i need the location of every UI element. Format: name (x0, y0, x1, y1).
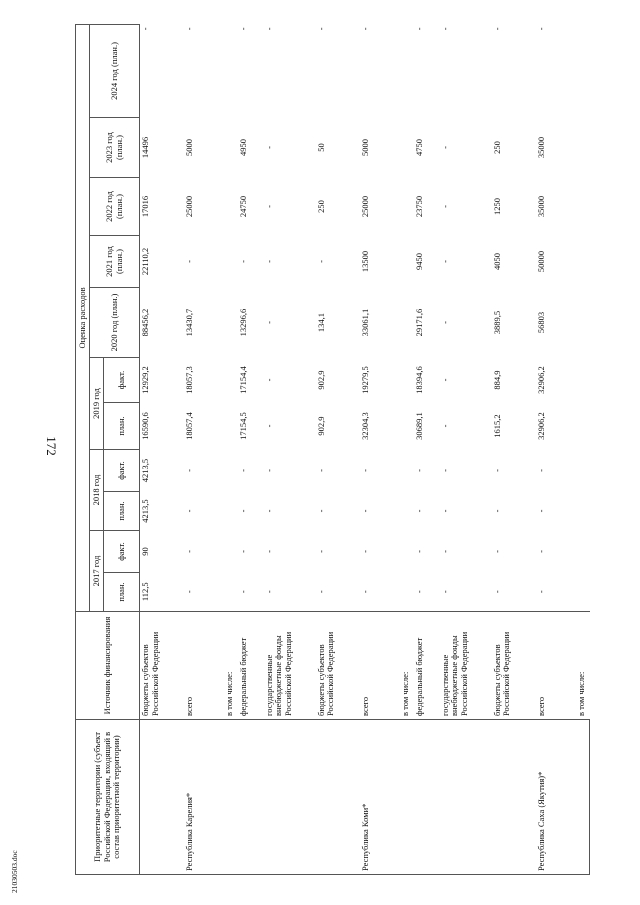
rotated-table-container (75, 25, 640, 875)
value-cell: - (263, 146, 274, 149)
value-cell (400, 531, 414, 573)
page-number: 172 (44, 436, 59, 456)
value-cell: - (439, 550, 450, 553)
value-cell: - (439, 509, 450, 513)
table-row (414, 24, 440, 874)
header-2020: 2020 год (план.) (90, 288, 140, 358)
table-row (264, 24, 316, 874)
value-cell: - (439, 378, 450, 382)
table-row (184, 24, 224, 874)
value-cell: - (315, 509, 326, 513)
value-cell: 32304,3 (359, 412, 370, 440)
header-territory: Приоритетные территории (субъект Российской Федерации, входящий в состав приоритетной территории) (76, 720, 140, 875)
value-cell: 250 (491, 141, 502, 154)
header-2019-plan: план. (104, 403, 140, 450)
territory-cell (316, 720, 360, 875)
value-cell: - (263, 550, 274, 553)
value-cell: - (413, 469, 424, 472)
value-cell (224, 403, 238, 450)
value-cell: 25000 (359, 195, 370, 218)
value-cell (224, 492, 238, 531)
value-cell: 16590,6 (140, 412, 150, 440)
territory-cell: Республика Карелия* (184, 720, 224, 875)
header-2024: 2024 год (план.) (90, 24, 140, 117)
territory-cell: Республика Коми* (360, 720, 400, 875)
value-cell: 9450 (413, 253, 424, 270)
value-cell: - (315, 27, 326, 31)
source-cell: в том числе: (576, 612, 590, 720)
value-cell: - (439, 146, 450, 149)
value-cell (224, 531, 238, 573)
value-cell: - (439, 424, 450, 428)
value-cell: 50000 (535, 250, 546, 273)
value-cell: - (315, 550, 326, 553)
value-cell (576, 178, 590, 236)
value-cell: - (183, 27, 194, 31)
source-cell: государственные внебюджетные фонды Российской Федерации (440, 612, 492, 720)
value-cell: 17154,5 (237, 412, 248, 440)
value-cell: 13430,7 (183, 308, 194, 337)
value-cell (400, 403, 414, 450)
value-cell: - (359, 509, 370, 513)
value-cell: 17016 (140, 195, 150, 218)
header-2018: 2018 год (90, 450, 104, 531)
value-cell: 902,9 (315, 416, 326, 436)
value-cell: 884,9 (491, 370, 502, 390)
value-cell: 5000 (183, 139, 194, 156)
value-cell: - (263, 590, 274, 594)
source-cell: в том числе: (224, 612, 238, 720)
value-cell (224, 288, 238, 358)
value-cell (576, 288, 590, 358)
value-cell: - (183, 509, 194, 513)
source-cell: бюджеты субъектов Российской Федерации (492, 612, 536, 720)
table-row (316, 24, 360, 874)
value-cell: 250 (315, 200, 326, 213)
value-cell (576, 403, 590, 450)
territory-cell (492, 720, 536, 875)
value-cell (576, 358, 590, 403)
value-cell: - (359, 27, 370, 31)
value-cell: - (263, 424, 274, 428)
value-cell: - (237, 590, 248, 594)
value-cell: - (183, 550, 194, 553)
value-cell: 35000 (535, 195, 546, 218)
table-row (400, 24, 414, 874)
territory-cell (224, 720, 238, 875)
value-cell: 13296,6 (237, 308, 248, 337)
file-name: 21030503.doc (10, 850, 19, 893)
value-cell: 112,5 (140, 582, 150, 602)
table-row (224, 24, 238, 874)
value-cell: 33061,1 (359, 308, 370, 337)
header-2019: 2019 год (90, 358, 104, 450)
value-cell: - (535, 509, 546, 513)
value-cell (400, 492, 414, 531)
value-cell: 3889,5 (491, 310, 502, 335)
table-body (140, 24, 590, 874)
value-cell: - (491, 27, 502, 31)
value-cell: 32906,2 (535, 412, 546, 440)
value-cell: - (439, 260, 450, 263)
value-cell: 30689,1 (413, 412, 424, 440)
value-cell: - (315, 469, 326, 472)
value-cell (224, 450, 238, 492)
value-cell: - (237, 550, 248, 553)
value-cell: 90 (140, 547, 150, 556)
value-cell: - (263, 260, 274, 263)
value-cell: - (439, 590, 450, 594)
table-row (576, 24, 590, 874)
value-cell: 4213,5 (140, 458, 150, 483)
value-cell: - (413, 27, 424, 31)
header-2017: 2017 год (90, 531, 104, 612)
value-cell: - (413, 550, 424, 553)
value-cell: - (359, 550, 370, 553)
territory-cell (140, 720, 184, 875)
source-cell: бюджеты субъектов Российской Федерации (316, 612, 360, 720)
value-cell: 134,1 (315, 312, 326, 333)
value-cell: - (315, 590, 326, 594)
value-cell (576, 118, 590, 178)
value-cell: 29171,6 (413, 308, 424, 337)
header-2018-plan: план. (104, 492, 140, 531)
value-cell: - (413, 590, 424, 594)
value-cell: - (263, 205, 274, 208)
value-cell: - (439, 27, 450, 31)
table-row (440, 24, 492, 874)
header-2022: 2022 год (план.) (90, 178, 140, 236)
value-cell: 5000 (359, 139, 370, 156)
header-2017-fact: факт. (104, 531, 140, 573)
table-row (238, 24, 264, 874)
value-cell: 35000 (535, 136, 546, 159)
value-cell (224, 358, 238, 403)
source-cell: бюджеты субъектов Российской Федерации (140, 612, 184, 720)
value-cell: 1615,2 (491, 414, 502, 438)
value-cell: - (237, 509, 248, 513)
value-cell: - (237, 27, 248, 31)
value-cell: - (263, 321, 274, 324)
expenditure-table (75, 24, 590, 875)
header-2023: 2023 год (план.) (90, 118, 140, 178)
header-2017-plan: план. (104, 573, 140, 612)
value-cell: 17154,4 (237, 366, 248, 394)
value-cell: - (535, 27, 546, 31)
territory-cell (440, 720, 492, 875)
source-cell: федеральный бюджет (414, 612, 440, 720)
source-cell: федеральный бюджет (238, 612, 264, 720)
value-cell: - (491, 509, 502, 513)
source-cell: всего (184, 612, 224, 720)
value-cell (576, 236, 590, 288)
value-cell: 4950 (237, 139, 248, 156)
value-cell: 88456,2 (140, 308, 150, 337)
value-cell (576, 492, 590, 531)
value-cell: 18057,3 (183, 366, 194, 394)
value-cell: - (183, 260, 194, 263)
table-row (140, 24, 184, 874)
value-cell: - (183, 469, 194, 472)
territory-cell (400, 720, 414, 875)
value-cell: 4050 (491, 253, 502, 270)
value-cell (400, 358, 414, 403)
value-cell: - (237, 260, 248, 263)
territory-cell (238, 720, 264, 875)
value-cell: 22110,2 (140, 247, 150, 276)
value-cell: - (439, 469, 450, 472)
value-cell: 19279,5 (359, 366, 370, 394)
territory-cell (264, 720, 316, 875)
value-cell: 50 (315, 143, 326, 152)
value-cell: - (237, 469, 248, 472)
value-cell (400, 450, 414, 492)
value-cell: - (535, 590, 546, 594)
value-cell: - (263, 378, 274, 382)
value-cell (224, 24, 238, 117)
value-cell: 902,9 (315, 370, 326, 390)
source-cell: всего (536, 612, 576, 720)
territory-cell: Республика Саха (Якутия)* (536, 720, 576, 875)
value-cell: 24750 (237, 195, 248, 218)
header-2019-fact: факт. (104, 358, 140, 403)
value-cell: 18057,4 (183, 412, 194, 440)
value-cell: - (359, 590, 370, 594)
value-cell: - (183, 590, 194, 594)
value-cell: 1250 (491, 198, 502, 215)
header-estimate: Оценка расходов (76, 24, 90, 611)
value-cell (576, 24, 590, 117)
value-cell: - (413, 509, 424, 513)
value-cell: 4213,5 (140, 499, 150, 523)
territory-cell (576, 720, 590, 875)
value-cell (400, 118, 414, 178)
value-cell (576, 573, 590, 612)
source-cell: в том числе: (400, 612, 414, 720)
value-cell: - (491, 550, 502, 553)
value-cell: - (491, 590, 502, 594)
value-cell: - (491, 469, 502, 472)
header-2021: 2021 год (план.) (90, 236, 140, 288)
value-cell: 25000 (183, 195, 194, 218)
value-cell: 13500 (359, 250, 370, 273)
value-cell (224, 573, 238, 612)
value-cell: 12929,2 (140, 366, 150, 394)
value-cell: - (439, 205, 450, 208)
value-cell: - (359, 469, 370, 472)
value-cell (400, 178, 414, 236)
territory-cell (414, 720, 440, 875)
value-cell (576, 531, 590, 573)
value-cell: 14496 (140, 136, 150, 159)
value-cell: - (535, 550, 546, 553)
value-cell: - (140, 27, 150, 31)
value-cell: - (263, 469, 274, 472)
header-2018-fact: факт. (104, 450, 140, 492)
value-cell (400, 236, 414, 288)
value-cell (224, 178, 238, 236)
value-cell: - (439, 321, 450, 324)
value-cell (224, 118, 238, 178)
table-row (492, 24, 536, 874)
value-cell: - (263, 27, 274, 31)
value-cell: 18394,6 (413, 366, 424, 394)
value-cell: - (263, 509, 274, 513)
value-cell: 32906,2 (535, 366, 546, 394)
source-cell: всего (360, 612, 400, 720)
value-cell (224, 236, 238, 288)
header-source: Источник финансирования (76, 612, 140, 720)
value-cell: 23750 (413, 195, 424, 218)
value-cell (400, 24, 414, 117)
source-cell: государственные внебюджетные фонды Российской Федерации (264, 612, 316, 720)
value-cell (400, 573, 414, 612)
value-cell: - (315, 260, 326, 263)
value-cell: 4750 (413, 139, 424, 156)
table-row (360, 24, 400, 874)
value-cell (576, 450, 590, 492)
value-cell (400, 288, 414, 358)
value-cell: 56803 (535, 311, 546, 334)
table-row (536, 24, 576, 874)
value-cell: - (535, 469, 546, 472)
